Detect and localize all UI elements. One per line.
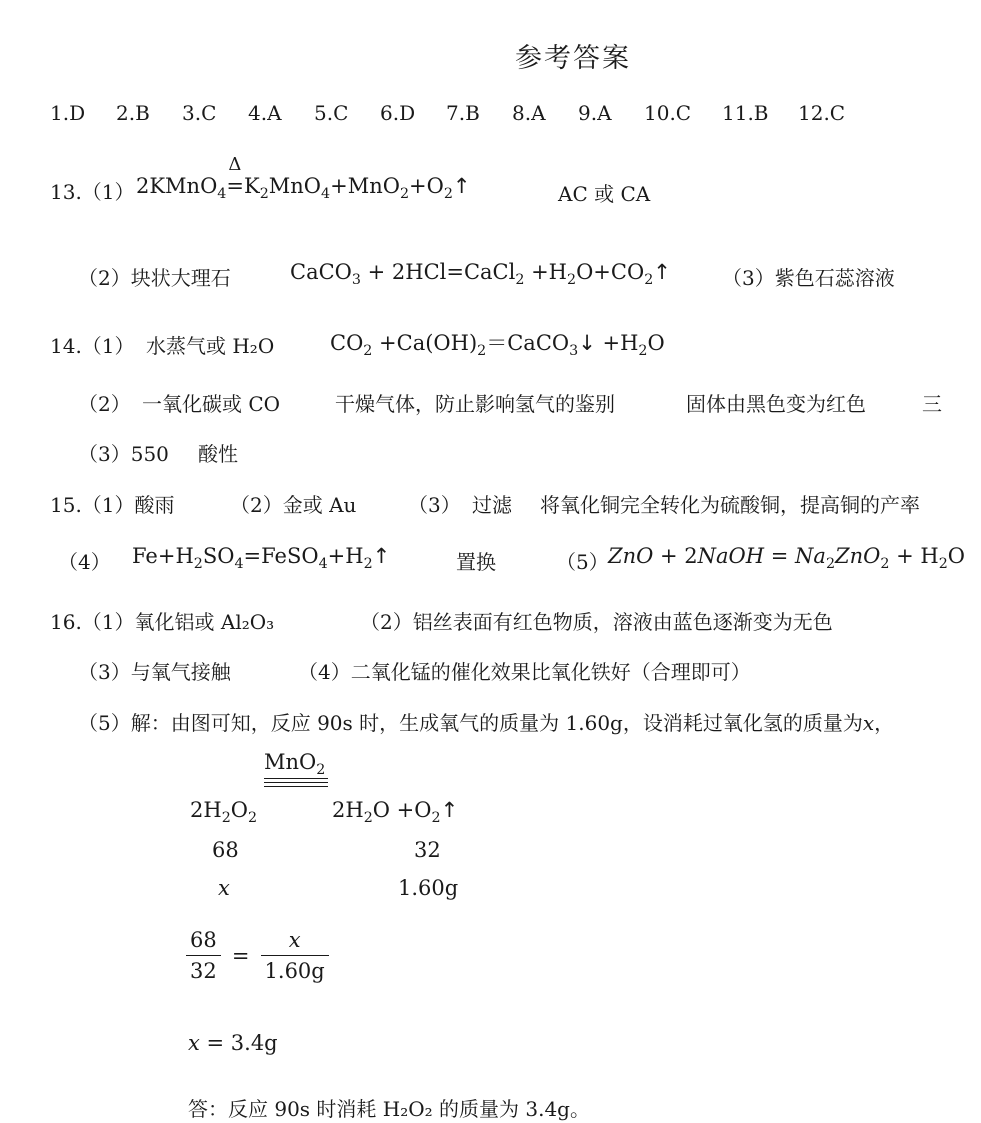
- eq-text: +H: [595, 331, 639, 355]
- choice-answer: 4.A: [248, 101, 282, 125]
- choice-answer: 3.C: [182, 101, 217, 125]
- eq-text: +Ca(OH): [372, 331, 478, 355]
- eq-text: ZnO: [608, 544, 654, 568]
- q16-part2: （2）铝丝表面有红色物质，溶液由蓝色逐渐变为无色: [360, 610, 833, 634]
- q16-part1: 16.（1）氧化铝或 Al₂O₃: [50, 610, 275, 634]
- fraction-denominator: 1.60g: [261, 955, 329, 983]
- delta-symbol: Δ: [228, 154, 242, 175]
- triple-equals: [264, 778, 328, 787]
- fraction-left: [186, 928, 221, 983]
- eq-sub: 2: [567, 271, 577, 288]
- choice-answer: 6.D: [380, 101, 416, 125]
- choice-list: [50, 101, 890, 127]
- gas-arrow: ↑: [653, 260, 671, 284]
- eq-sub: 3: [569, 342, 579, 359]
- q14-number: 14.（1）: [50, 334, 135, 358]
- q15-part3-b: 将氧化铜完全转化为硫酸铜，提高铜的产率: [540, 493, 920, 517]
- choice-answer: 11.B: [722, 101, 769, 125]
- fraction-denominator: 32: [186, 955, 221, 983]
- eq-sub: 2: [363, 342, 373, 359]
- q14-answer-1: 水蒸气或 H₂O: [146, 334, 275, 358]
- fraction-numerator: 68: [190, 928, 217, 952]
- precipitate-arrow: ↓: [578, 331, 596, 355]
- eq-sub: 2: [880, 555, 890, 572]
- q14-part2-a: 一氧化碳或 CO: [142, 392, 281, 416]
- q16-part4: （4）二氧化锰的催化效果比氧化铁好（合理即可）: [298, 660, 751, 684]
- choice-answer: 5.C: [314, 101, 349, 125]
- q14-equation: [330, 327, 665, 357]
- q13-part2-label: （2）块状大理石: [78, 266, 231, 290]
- eq-sub: 2: [443, 185, 453, 202]
- eq-text: O+CO: [576, 260, 645, 284]
- fraction-right: [261, 928, 329, 983]
- gas-arrow: ↑: [440, 798, 459, 822]
- eq-text: MnO: [268, 174, 322, 198]
- q13-equation: [136, 154, 471, 202]
- q15-part4-b: 置换: [456, 550, 496, 574]
- eq-text: + 2: [653, 544, 698, 568]
- choice-answer: 1.D: [50, 101, 86, 125]
- gas-arrow: ↑: [372, 544, 391, 568]
- eq-sub: 2: [825, 555, 836, 572]
- q13-equation-2: [290, 260, 671, 288]
- eq-text: O +O: [372, 798, 432, 822]
- eq-sub: 2: [399, 185, 410, 202]
- eq-text: MnO: [264, 750, 317, 774]
- eq-sub: 2: [938, 555, 948, 572]
- eq-sub: 2: [193, 555, 203, 572]
- eq-sub: 2: [477, 342, 487, 359]
- eq-sub: 2: [247, 809, 258, 826]
- solution-punct: ，: [874, 711, 895, 735]
- q15-part5-label: （5）: [556, 550, 609, 574]
- mass-right: 32: [414, 838, 441, 862]
- q14-part2-c: 固体由黑色变为红色: [686, 392, 866, 416]
- q15-equation-4: [132, 544, 391, 572]
- eq-text: SO: [202, 544, 235, 568]
- q13-number: 13.（1）: [50, 180, 135, 204]
- eq-sub: 2: [515, 271, 525, 288]
- choice-answer: 12.C: [798, 101, 846, 125]
- eq-sub: 4: [321, 185, 331, 202]
- choice-answer: 8.A: [512, 101, 546, 125]
- page-title: 参考答案: [515, 43, 631, 74]
- eq-sub: 2: [638, 342, 648, 359]
- q15-part1: 15.（1）酸雨: [50, 493, 175, 517]
- q14-part2-d: 三: [922, 392, 942, 416]
- eq-sub: 2: [221, 809, 231, 826]
- eq-text: 2H: [332, 798, 364, 822]
- gas-arrow: ↑: [452, 174, 471, 198]
- eq-sub: 4: [318, 555, 328, 572]
- eq-sub: 2: [644, 271, 654, 288]
- final-answer: 答：反应 90s 时消耗 H₂O₂ 的质量为 3.4g。: [188, 1097, 590, 1121]
- eq-text: Fe+H: [132, 544, 194, 568]
- eq-sub: 2: [363, 555, 373, 572]
- eq-sub: 2: [316, 761, 326, 778]
- eq-sub: 2: [431, 809, 441, 826]
- result-value: = 3.4g: [199, 1031, 278, 1055]
- mass-left: 68: [212, 838, 239, 862]
- q13-answer-1b: AC 或 CA: [558, 182, 651, 206]
- q16-part3: （3）与氧气接触: [78, 660, 231, 684]
- q14-part2-b: 干燥气体，防止影响氢气的鉴别: [335, 392, 615, 416]
- q15-part4-label: （4）: [58, 550, 111, 574]
- eq-text: O: [647, 331, 665, 355]
- eq-text: O: [230, 798, 248, 822]
- eq-sub: 2: [259, 185, 269, 202]
- eq-text: +O: [409, 174, 444, 198]
- eq-text: =FeSO: [243, 544, 319, 568]
- eq-sub: 4: [234, 555, 244, 572]
- eq-text: ＝CaCO: [486, 331, 570, 355]
- solution-text: （5）解：由图可知，反应 90s 时，生成氧气的质量为 1.60g，设消耗过氧化氢的质量为: [78, 711, 863, 735]
- result: [188, 1031, 278, 1055]
- q13-part3: （3）紫色石蕊溶液: [722, 266, 895, 290]
- eq-sub: 4: [217, 185, 227, 202]
- eq-text: +H: [524, 260, 567, 284]
- eq-text: +H: [327, 544, 364, 568]
- fraction-numerator: x: [288, 928, 301, 952]
- eq-sub: 3: [351, 271, 361, 288]
- eq-text: NaOH: [697, 544, 765, 568]
- choice-answer: 7.B: [446, 101, 480, 125]
- eq-text: =: [764, 544, 796, 568]
- var-left: x: [218, 876, 230, 900]
- eq-text: + 2HCl=CaCl: [360, 260, 516, 284]
- choice-answer: 9.A: [578, 101, 612, 125]
- choice-answer: 10.C: [644, 101, 692, 125]
- eq-text: CaCO: [290, 260, 352, 284]
- q15-part3-a: 过滤: [472, 493, 512, 517]
- eq-text: K: [243, 174, 260, 198]
- eq-text: + H: [889, 544, 939, 568]
- choice-answers: [50, 101, 890, 127]
- eq-text: 2H: [190, 798, 222, 822]
- eq-text: Na: [795, 544, 826, 568]
- catalyst-label: [264, 750, 326, 778]
- q15-part3-label: （3）: [408, 493, 461, 517]
- q15-equation-5: [608, 544, 966, 572]
- heat-equals: Δ =: [226, 154, 244, 198]
- q15-part2: （2）金或 Au: [230, 493, 357, 517]
- q14-part3-b: 酸性: [198, 442, 238, 466]
- var-right: 1.60g: [398, 876, 459, 900]
- reaction-reactant: [190, 798, 258, 826]
- choice-answer: 2.B: [116, 101, 150, 125]
- eq-text: +MnO: [330, 174, 400, 198]
- proportion: [186, 928, 329, 983]
- result-variable: x: [188, 1031, 200, 1055]
- solution-variable: x: [862, 711, 875, 735]
- eq-text: 2KMnO: [136, 174, 218, 198]
- eq-text: CO: [330, 331, 364, 355]
- eq-text: O: [947, 544, 966, 568]
- q14-part3-label: （3）550: [78, 442, 169, 466]
- eq-sub: 2: [363, 809, 373, 826]
- q14-part2-label: （2）: [78, 392, 131, 416]
- equals-sign: =: [231, 943, 250, 968]
- q16-part5: [78, 707, 894, 736]
- eq-text: ZnO: [835, 544, 881, 568]
- reaction-product: [332, 798, 459, 826]
